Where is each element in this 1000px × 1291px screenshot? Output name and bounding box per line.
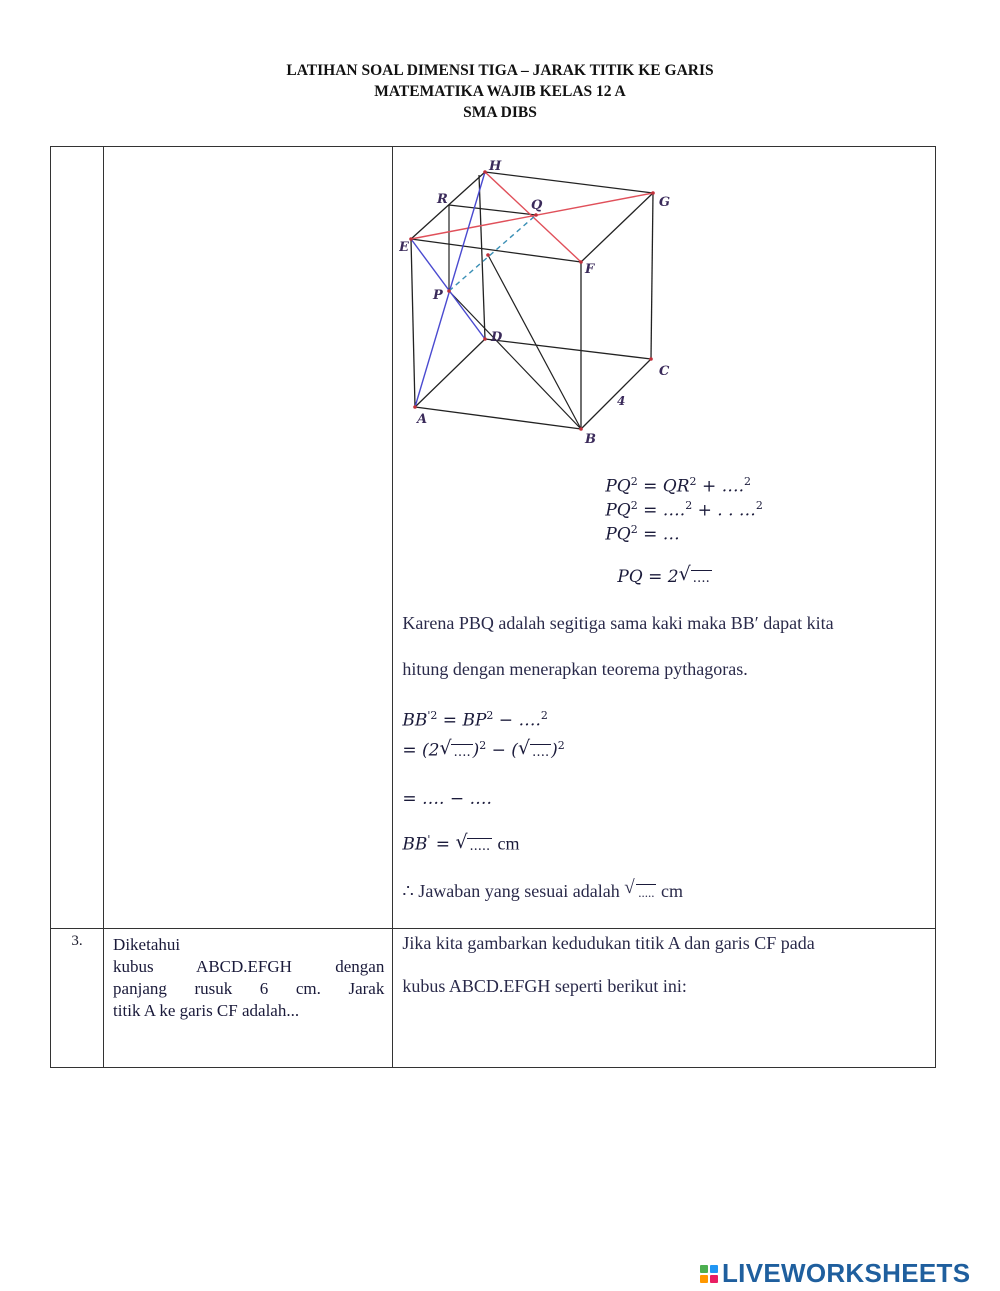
edge-gf <box>581 193 653 262</box>
edge-cb <box>581 359 651 429</box>
edge-hg <box>485 172 653 193</box>
header-school: SMA DIBS <box>463 104 537 121</box>
edge-ef <box>411 239 581 262</box>
answer-cell <box>393 147 936 929</box>
edge-gc <box>651 193 653 359</box>
label-p: P <box>433 288 444 303</box>
label-d: D <box>491 330 503 345</box>
label-c: C <box>659 364 670 379</box>
worksheet-table <box>50 146 936 1068</box>
label-g: G <box>659 195 671 210</box>
label-a: A <box>417 412 428 427</box>
equation-pq-2: $PQ^2$ = ….$^2$ + . . …$^2$ <box>605 499 763 521</box>
dashed-pq <box>449 215 536 291</box>
point-d <box>484 337 488 341</box>
question-cell <box>104 147 393 929</box>
header-subject: MATEMATIKA WAJIB KELAS 12 A <box>374 83 626 100</box>
equation-bb-2: = (2 √ …. )$^2$ − ( √ …. )$^2$ <box>402 736 565 761</box>
cube-figure <box>399 151 699 451</box>
line-ed <box>411 239 485 339</box>
label-h: H <box>489 159 502 174</box>
label-r: R <box>437 192 449 207</box>
equation-pq-3: $PQ^2$ = … <box>605 523 680 545</box>
equation-bb-4: BB' = √ ..... cm <box>402 830 520 855</box>
label-edge-length: 4 <box>617 394 626 408</box>
header-title: LATIHAN SOAL DIMENSI TIGA – JARAK TITIK KE GARIS <box>286 62 714 79</box>
equation-pq-4: PQ = 2 √ …. <box>617 563 710 587</box>
edge-eh <box>411 172 485 239</box>
segment-r-q <box>449 205 536 215</box>
explanation-text-1: Karena PBQ adalah segitiga sama kaki maka BB′ dapat kita <box>402 613 834 633</box>
question-text: Diketahui kubus ABCD.EFGH dengan panjang rusuk 6 cm. Jarak titik A ke garis CF adalah... <box>104 929 393 1068</box>
point-g <box>652 191 656 195</box>
label-q: Q <box>531 198 543 213</box>
point-p <box>448 289 452 293</box>
question-number: 3. <box>51 929 104 1068</box>
logo-icon <box>700 1265 718 1283</box>
point-e <box>410 237 414 241</box>
page-header <box>0 60 1000 123</box>
edge-hd <box>479 175 485 339</box>
point-h <box>484 170 488 174</box>
point-q <box>535 213 539 217</box>
table-row <box>51 147 936 929</box>
point-f <box>580 260 584 264</box>
point-c <box>650 357 654 361</box>
point-mid <box>487 253 491 257</box>
equation-pq-1: $PQ^2 = QR^2$ + ….$^2$ <box>605 475 752 497</box>
final-answer: ∴ Jawaban yang sesuai adalah √ ..... cm <box>402 877 683 901</box>
point-a <box>414 405 418 409</box>
number-cell <box>51 147 104 929</box>
logo-text: LIVEWORKSHEETS <box>722 1258 971 1288</box>
sqrt-symbol: √ …. <box>678 563 710 586</box>
answer-text: Jika kita gambarkan kedudukan titik A dan garis CF pada kubus ABCD.EFGH seperti berikut ini: <box>393 929 936 1068</box>
label-e: E <box>399 240 410 255</box>
equation-bb-3: = …. − …. <box>402 789 492 809</box>
edge-dc <box>485 339 651 359</box>
label-f: F <box>585 262 595 277</box>
label-b: B <box>585 432 597 447</box>
edge-ea <box>411 239 415 407</box>
segment-p-b <box>449 291 581 429</box>
equation-bb-1: $BB^{'2} = BP^2$ − ….$^2$ <box>402 709 548 731</box>
explanation-text-2: hitung dengan menerapkan teorema pythagoras. <box>402 659 748 679</box>
liveworksheets-logo[interactable] <box>700 1258 970 1289</box>
edge-ab <box>415 407 581 429</box>
point-b <box>580 427 584 431</box>
table-row <box>51 929 936 1068</box>
